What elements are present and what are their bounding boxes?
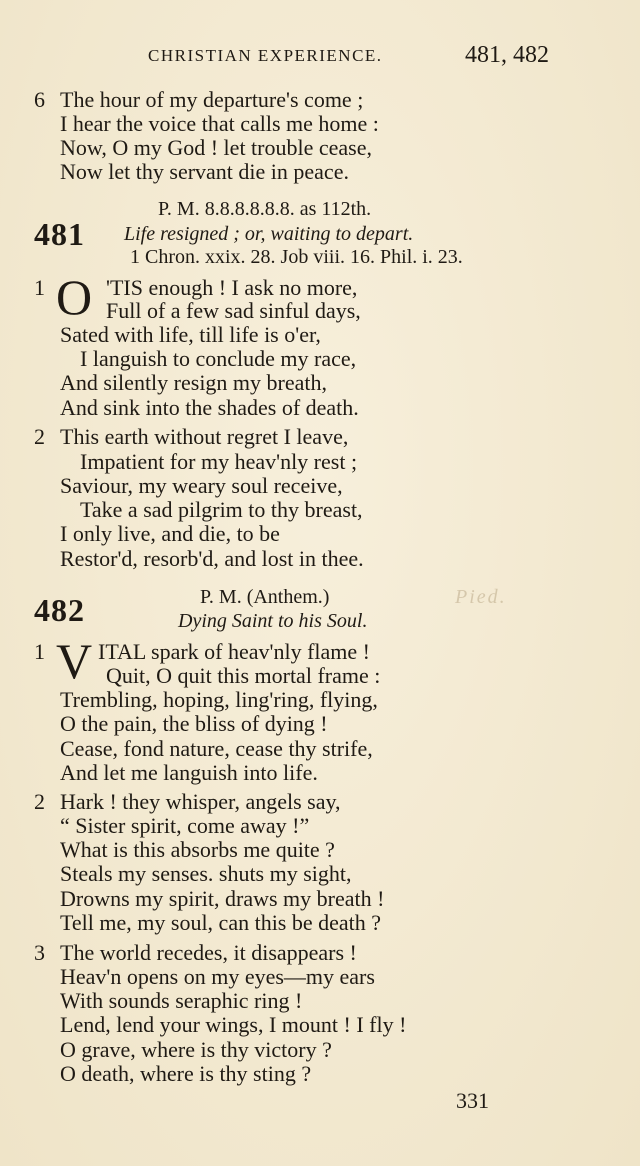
verse-line: Trembling, hoping, ling'ring, flying,: [60, 687, 378, 712]
verse-line: What is this absorbs me quite ?: [60, 837, 335, 862]
hymn-meter: P. M. (Anthem.): [200, 586, 330, 608]
verse-line: Tell me, my soul, can this be death ?: [60, 910, 382, 935]
verse-line: Hark ! they whisper, angels say,: [60, 789, 341, 814]
verse-line: 'TIS enough ! I ask no more,: [106, 275, 358, 300]
scripture-reference: 1 Chron. xxix. 28. Job viii. 16. Phil. i. 23.: [130, 246, 463, 268]
verse-line: Now let thy servant die in peace.: [60, 159, 349, 184]
hymn-title: Life resigned ; or, waiting to depart.: [124, 223, 414, 245]
verse-line: O death, where is thy sting ?: [60, 1061, 312, 1086]
verse-line: The hour of my departure's come ;: [60, 87, 364, 112]
verse-line: Lend, lend your wings, I mount ! I fly !: [60, 1012, 407, 1037]
verse-number: 2: [34, 424, 45, 449]
verse-line: And let me languish into life.: [60, 760, 318, 785]
verse-line: The world recedes, it disappears !: [60, 940, 357, 965]
verse-line: Drowns my spirit, draws my breath !: [60, 886, 385, 911]
hymn-title: Dying Saint to his Soul.: [178, 610, 368, 632]
verse-number: 1: [34, 639, 45, 664]
verse-line: And sink into the shades of death.: [60, 395, 359, 420]
verse-line: Take a sad pilgrim to thy breast,: [80, 497, 363, 522]
verse-line: “ Sister spirit, come away !”: [60, 813, 310, 838]
verse-line: O the pain, the bliss of dying !: [60, 711, 328, 736]
page-number: 331: [456, 1088, 489, 1113]
verse-line: Heav'n opens on my eyes—my ears: [60, 964, 375, 989]
verse-line: With sounds seraphic ring !: [60, 988, 303, 1013]
page-range: 481, 482: [465, 42, 549, 68]
verse-line: ITAL spark of heav'nly flame !: [98, 639, 371, 664]
library-stamp: Pied.: [455, 586, 507, 608]
verse-number: 3: [34, 940, 45, 965]
verse-line: Steals my senses. shuts my sight,: [60, 861, 352, 886]
verse-line: Quit, O quit this mortal frame :: [106, 663, 381, 688]
verse-line: Saviour, my weary soul receive,: [60, 473, 343, 498]
verse-line: Full of a few sad sinful days,: [106, 298, 361, 323]
verse-line: This earth without regret I leave,: [60, 424, 349, 449]
verse-line: Now, O my God ! let trouble cease,: [60, 135, 372, 160]
verse-line: Restor'd, resorb'd, and lost in thee.: [60, 546, 364, 571]
running-title: CHRISTIAN EXPERIENCE.: [148, 46, 383, 65]
verse-number: 6: [34, 87, 45, 112]
hymn-meter: P. M. 8.8.8.8.8.8. as 112th.: [158, 198, 372, 220]
verse-line: Impatient for my heav'nly rest ;: [80, 449, 358, 474]
verse-line: And silently resign my breath,: [60, 370, 328, 395]
hymn-number: 481: [34, 216, 85, 252]
verse-line: O grave, where is thy victory ?: [60, 1037, 332, 1062]
drop-cap: O: [56, 269, 93, 325]
verse-line: Cease, fond nature, cease thy strife,: [60, 736, 373, 761]
verse-number: 2: [34, 789, 45, 814]
verse-line: I languish to conclude my race,: [80, 346, 357, 371]
verse-number: 1: [34, 275, 45, 300]
verse-line: Sated with life, till life is o'er,: [60, 322, 321, 347]
hymn-number: 482: [34, 592, 85, 628]
verse-line: I hear the voice that calls me home :: [60, 111, 379, 136]
verse-line: I only live, and die, to be: [60, 521, 280, 546]
drop-cap: V: [56, 633, 93, 689]
